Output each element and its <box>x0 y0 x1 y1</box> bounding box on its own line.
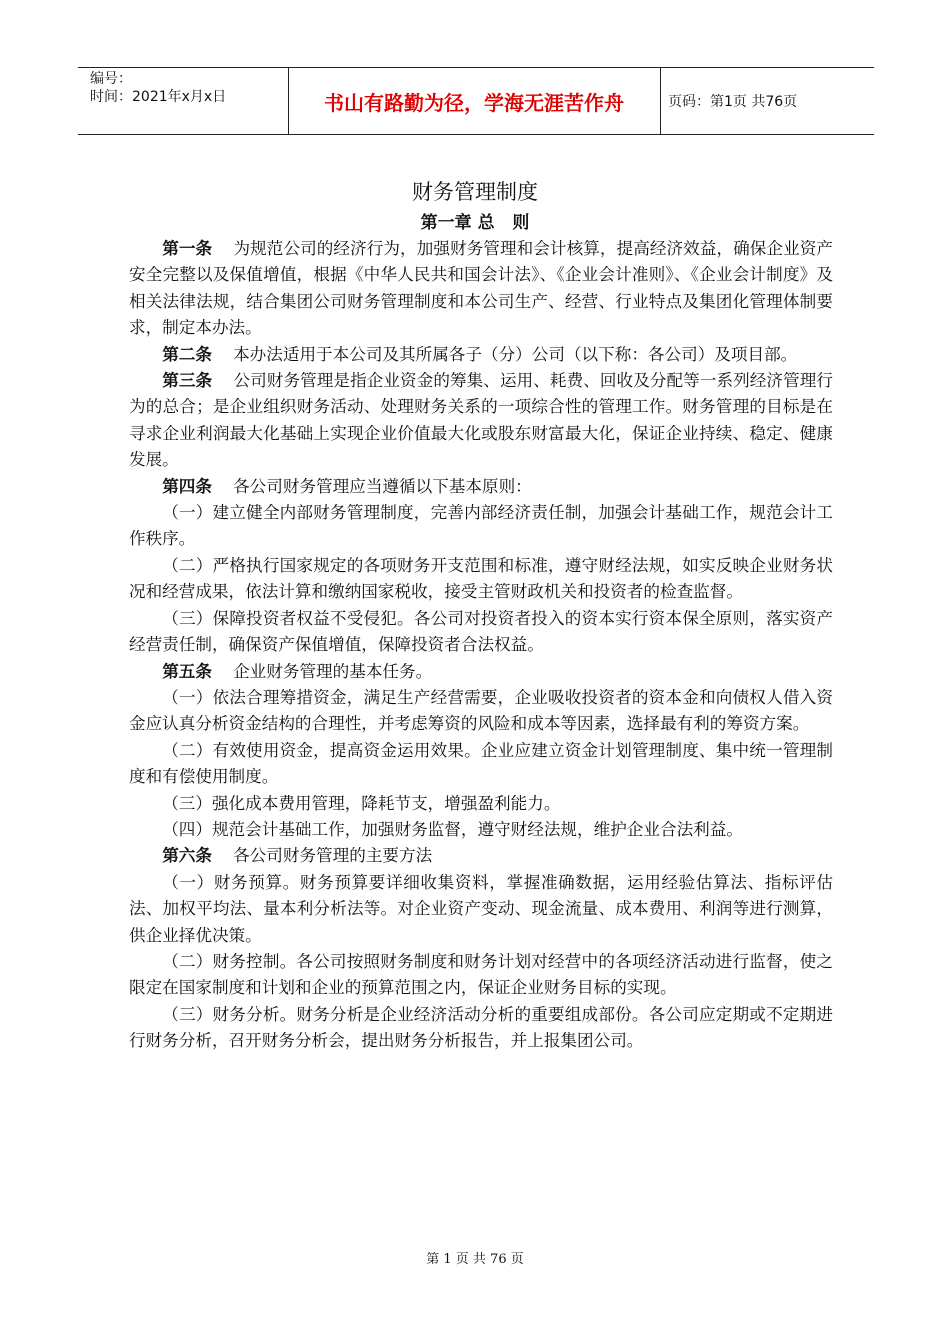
paragraph-text: （二）严格执行国家规定的各项财务开支范围和标准，遵守财经法规，如实反映企业财务状况和经营成果，依法计算和缴纳国家税收，接受主管财政机关和投资者的检查监督。 <box>129 555 833 602</box>
paragraph <box>129 843 833 869</box>
paragraph <box>129 342 833 368</box>
document-body <box>129 236 833 1055</box>
paragraph <box>129 236 833 342</box>
paragraph <box>129 685 833 738</box>
paragraph-text: 各公司财务管理的主要方法 <box>211 846 433 866</box>
header-page-label: 页码：第1页 共76页 <box>668 94 798 110</box>
paragraph <box>129 1002 833 1055</box>
paragraph-text: （一）依法合理筹措资金，满足生产经营需要，企业吸收投资者的资本金和向债权人借入资金应认真分析资金结构的合理性，并考虑筹资的风险和成本等因素，选择最有利的筹资方案。 <box>129 687 833 734</box>
paragraph-text: （一）财务预算。财务预算要详细收集资料，掌握准确数据，运用经验估算法、指标评估法、加权平均法、量本利分析法等。对企业资产变动、现金流量、成本费用、利润等进行测算，供企业择优决策。 <box>129 872 833 945</box>
paragraph-text: （二）财务控制。各公司按照财务制度和财务计划对经营中的各项经济活动进行监督，使之限定在国家制度和计划和企业的预算范围之内，保证企业财务目标的实现。 <box>129 951 833 998</box>
paragraph <box>129 870 833 949</box>
paragraph-text: （三）财务分析。财务分析是企业经济活动分析的重要组成部份。各公司应定期或不定期进行财务分析，召开财务分析会，提出财务分析报告，并上报集团公司。 <box>129 1004 833 1051</box>
paragraph <box>129 659 833 685</box>
paragraph <box>129 474 833 500</box>
article-number: 第六条 <box>162 846 212 866</box>
article-number: 第三条 <box>162 371 213 391</box>
header-meta <box>90 70 290 106</box>
page-header <box>78 67 874 135</box>
header-motto: 书山有路勤为径，学海无涯苦作舟 <box>324 90 624 115</box>
paragraph <box>129 500 833 553</box>
paragraph-text: 各公司财务管理应当遵循以下基本原则： <box>211 476 532 496</box>
document-title: 财务管理制度 <box>412 180 538 204</box>
paragraph-text: （四）规范会计基础工作，加强财务监督，遵守财经法规，维护企业合法利益。 <box>162 819 743 839</box>
paragraph-text: 为规范公司的经济行为，加强财务管理和会计核算，提高经济效益，确保企业资产安全完整以及保值增值，根据《中华人民共和国会计法》、《企业会计准则》、《企业会计制度》及相关法律法规，结合集团公司财务管理制度和本公司生产、经营、行业特点及集团化管理体制要求，制定本办法。 <box>129 239 833 338</box>
page-footer: 第 1 页 共 76 页 <box>426 1252 524 1267</box>
paragraph <box>129 949 833 1002</box>
paragraph-text: （三）保障投资者权益不受侵犯。各公司对投资者投入的资本实行资本保全原则，落实资产经营责任制，确保资产保值增值，保障投资者合法权益。 <box>129 608 833 655</box>
paragraph <box>129 368 833 474</box>
document-time-label: 时间：2021年x月x日 <box>90 89 227 105</box>
paragraph-text: 企业财务管理的基本任务。 <box>211 661 433 681</box>
paragraph-text: （一）建立健全内部财务管理制度，完善内部经济责任制，加强会计基础工作，规范会计工作秩序。 <box>129 503 833 549</box>
article-number: 第一条 <box>162 239 213 258</box>
article-number: 第四条 <box>162 476 212 496</box>
paragraph <box>129 606 833 659</box>
header-divider <box>660 68 661 134</box>
article-number: 第五条 <box>162 661 212 681</box>
paragraph-text: （三）强化成本费用管理，降耗节支，增强盈利能力。 <box>162 793 561 813</box>
article-number: 第二条 <box>162 344 212 364</box>
paragraph <box>129 817 833 843</box>
paragraph <box>129 791 833 817</box>
paragraph-text: 公司财务管理是指企业资金的筹集、运用、耗费、回收及分配等一系列经济管理行为的总合；是企业组织财务活动、处理财务关系的一项综合性的管理工作。财务管理的目标是在寻求企业利润最大化基础上实现企业价值最大化或股东财富最大化，保证企业持续、稳定、健康发展。 <box>129 371 833 470</box>
paragraph-text: （二）有效使用资金，提高资金运用效果。企业应建立资金计划管理制度、集中统一管理制度和有偿使用制度。 <box>129 740 833 787</box>
paragraph <box>129 738 833 791</box>
chapter-heading: 第一章 总 则 <box>420 213 530 233</box>
paragraph-text: 本办法适用于本公司及其所属各子（分）公司（以下称：各公司）及项目部。 <box>211 344 798 364</box>
paragraph <box>129 553 833 606</box>
document-number-label: 编号： <box>90 71 132 87</box>
